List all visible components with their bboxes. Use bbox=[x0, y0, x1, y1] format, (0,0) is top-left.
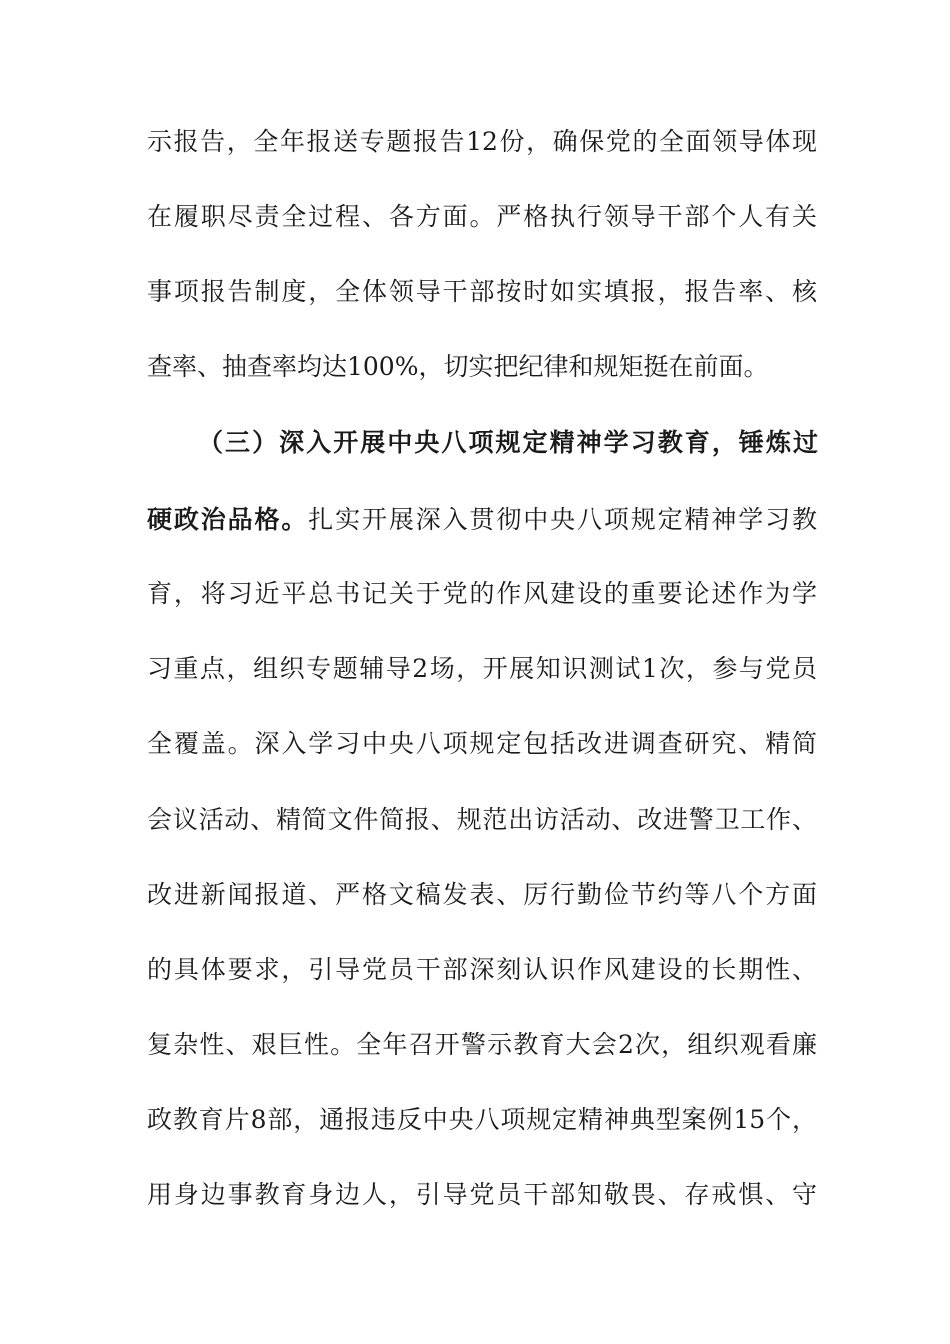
paragraph-line-7: 育，将习近平总书记关于党的作风建设的重要论述作为学 bbox=[147, 579, 817, 608]
paragraph-line-14: 政教育片8部，通报违反中央八项规定精神典型案例15个， bbox=[147, 1105, 817, 1134]
paragraph-line-12: 的具体要求，引导党员干部深刻认识作风建设的长期性、 bbox=[147, 955, 817, 984]
paragraph-line-6-text: 扎实开展深入贯彻中央八项规定精神学习教 bbox=[308, 505, 817, 534]
paragraph-line-11: 改进新闻报道、严格文稿发表、厉行勤俭节约等八个方面 bbox=[147, 880, 817, 909]
paragraph-line-3: 事项报告制度，全体领导干部按时如实填报，报告率、核 bbox=[147, 277, 817, 306]
paragraph-line-9: 全覆盖。深入学习中央八项规定包括改进调查研究、精简 bbox=[147, 729, 817, 758]
paragraph-line-1: 示报告，全年报送专题报告12份，确保党的全面领导体现 bbox=[147, 127, 817, 156]
paragraph-line-4: 查率、抽查率均达100%，切实把纪律和规矩挺在前面。 bbox=[147, 352, 769, 381]
paragraph-line-2: 在履职尽责全过程、各方面。严格执行领导干部个人有关 bbox=[147, 202, 817, 231]
section-heading-line-2 bbox=[147, 500, 817, 540]
section-heading-line-1: （三）深入开展中央八项规定精神学习教育，锤炼过 bbox=[198, 428, 818, 457]
section-heading-bold-tail: 硬政治品格。 bbox=[147, 505, 309, 534]
paragraph-line-13: 复杂性、艰巨性。全年召开警示教育大会2次，组织观看廉 bbox=[147, 1030, 817, 1059]
paragraph-line-8: 习重点，组织专题辅导2场，开展知识测试1次，参与党员 bbox=[147, 654, 817, 683]
paragraph-line-15: 用身边事教育身边人，引导党员干部知敬畏、存戒惧、守 bbox=[147, 1180, 817, 1209]
paragraph-line-10: 会议活动、精简文件简报、规范出访活动、改进警卫工作、 bbox=[147, 805, 817, 834]
